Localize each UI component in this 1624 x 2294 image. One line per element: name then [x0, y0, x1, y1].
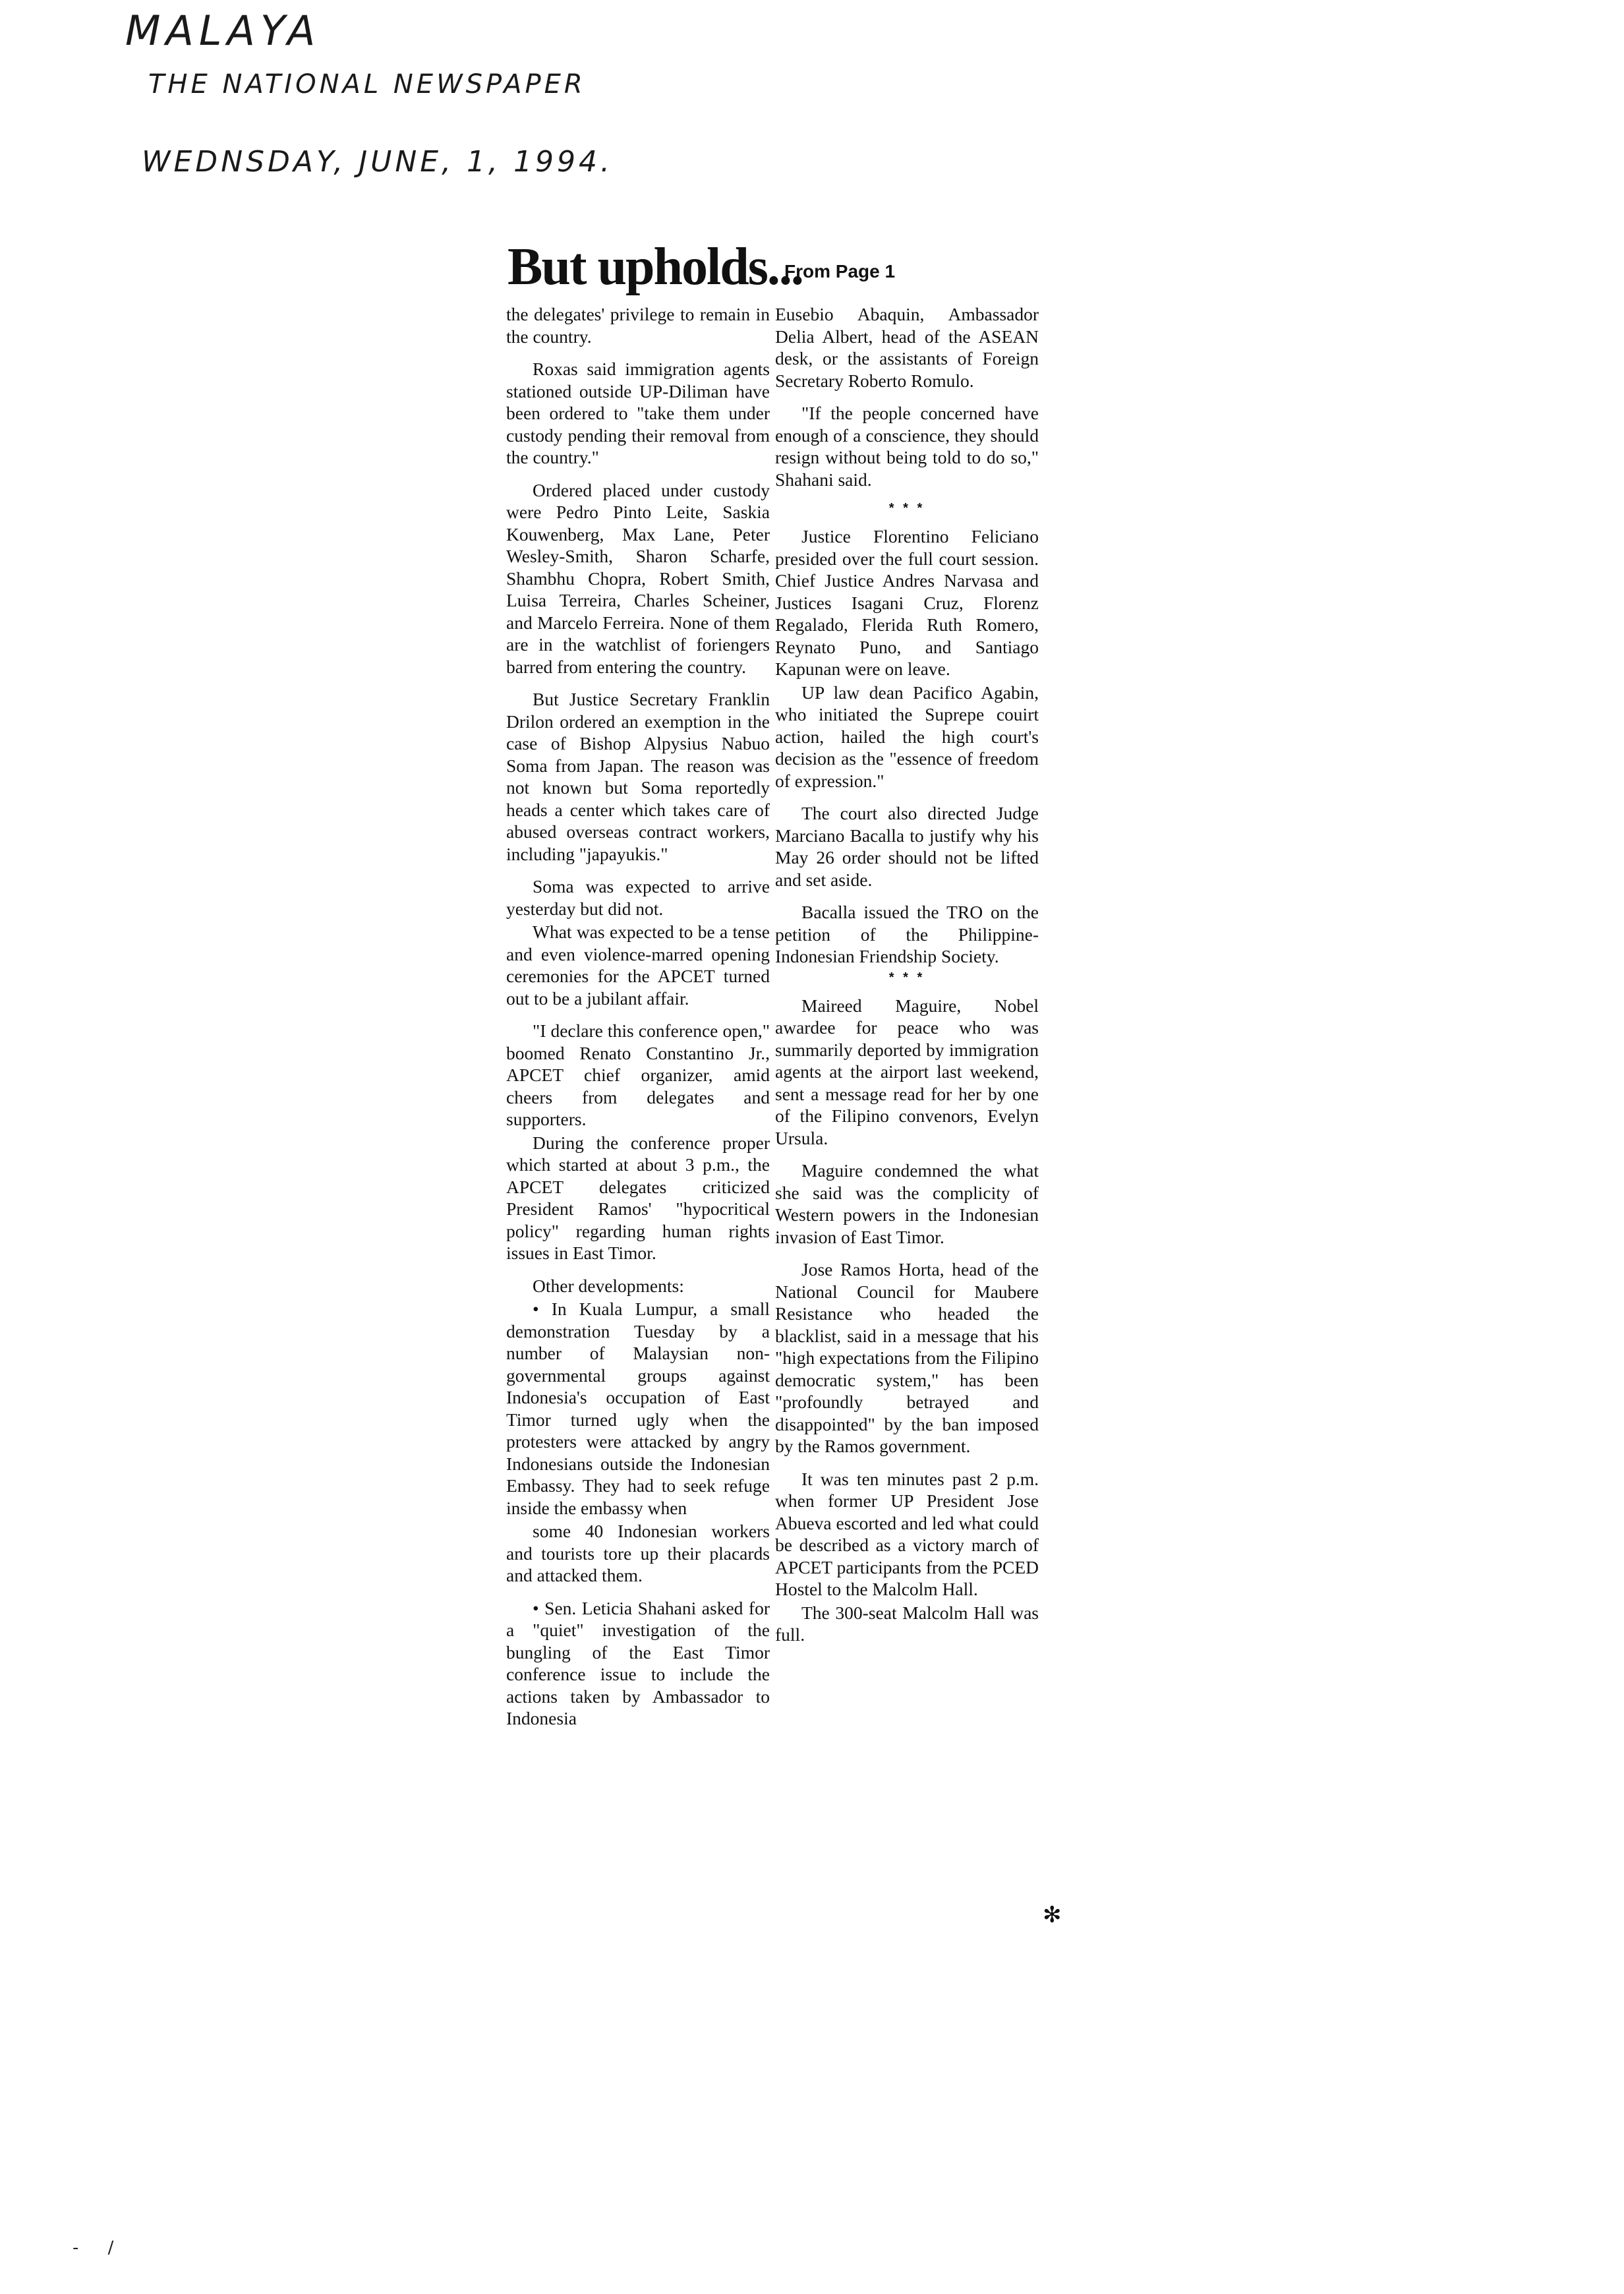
paragraph: the delegates' privilege to remain in the country.: [506, 304, 770, 347]
article-headline: But upholds...: [508, 238, 803, 296]
paragraph: some 40 Indonesian workers and tourists tore up their placards and attacked them.: [506, 1521, 770, 1585]
end-mark-icon: ✻: [1043, 1902, 1062, 1928]
jump-line: From Page 1: [784, 261, 896, 281]
newspaper-clipping: [506, 237, 1073, 1938]
paragraph: Other developments:: [533, 1275, 684, 1296]
article-column-1: [506, 303, 770, 1740]
paragraph: Maguire condemned the what she said was the complicity of Western powers in the Indonesian invasion of East Timor.: [775, 1160, 1039, 1247]
paragraph: Maireed Maguire, Nobel awardee for peace who was summarily deported by immigration agents at the airport last weekend, sent a message read for her by one of the Filipino convenors, Evelyn Ursula.: [775, 995, 1039, 1148]
paragraph: Soma was expected to arrive yesterday but did not.: [506, 876, 770, 919]
paragraph: It was ten minutes past 2 p.m. when former UP President Jose Abueva escorted and led what could be described as a victory march of APCET participants from the PCED Hostel to the Malcolm Hall.: [775, 1468, 1039, 1599]
corner-mark: - /: [72, 2238, 126, 2258]
paragraph: • In Kuala Lumpur, a small demonstration Tuesday by a number of Malaysian non-governmental groups against Indonesia's occupation of East Timor turned ugly when the protesters were attacked by angry Indonesians outside the Indonesian Embassy. They had to seek refuge inside the embassy when: [506, 1299, 770, 1518]
paragraph: During the conference proper which started at about 3 p.m., the APCET delegates criticized President Ramos' "hypocritical policy" regarding human rights issues in East Timor.: [506, 1132, 770, 1263]
paragraph: Eusebio Abaquin, Ambassador Delia Albert, head of the ASEAN desk, or the assistants of Foreign Secretary Roberto Romulo.: [775, 304, 1039, 391]
paragraph: "I declare this conference open," boomed Renato Constantino Jr., APCET chief organizer, amid cheers from delegates and supporters.: [506, 1020, 770, 1129]
article-column-2: [775, 303, 1039, 1657]
paragraph: The 300-seat Malcolm Hall was full.: [775, 1602, 1039, 1645]
section-separator: * * *: [888, 501, 925, 515]
handwritten-subtitle: THE NATIONAL NEWSPAPER: [148, 69, 586, 100]
paragraph: Justice Florentino Feliciano presided over the full court session. Chief Justice Andres Narvasa and Justices Isagani Cruz, Florenz Regalado, Flerida Ruth Romero, Reynato Puno, and Santiago Kapunan were on leave.: [775, 526, 1039, 679]
headline-row: [506, 237, 1073, 297]
section-separator: * * *: [888, 970, 925, 985]
paragraph: • Sen. Leticia Shahani asked for a "quiet" investigation of the bungling of the East Timor conference issue to include the actions taken by Ambassador to Indonesia: [506, 1597, 770, 1728]
paragraph: UP law dean Pacifico Agabin, who initiated the Suprepe couirt action, hailed the high court's decision as the "essence of freedom of expression.": [775, 682, 1039, 791]
handwritten-date: WEDNSDAY, JUNE, 1, 1994.: [142, 145, 613, 179]
paragraph: Roxas said immigration agents stationed outside UP-Diliman have been ordered to "take them under custody pending their removal from the country.": [506, 359, 770, 467]
handwritten-publication-name: MALAYA: [125, 7, 321, 55]
paragraph: Ordered placed under custody were Pedro Pinto Leite, Saskia Kouwenberg, Max Lane, Peter Wesley-Smith, Sharon Scharfe, Shambhu Chopra, Robert Smith, Luisa Terreira, Charles Scheiner, and Marcelo Ferreira. None of them are in the watchlist of foriengers barred from entering the country.: [506, 479, 770, 677]
paragraph: Jose Ramos Horta, head of the National Council for Maubere Resistance who headed the blacklist, said in a message that his "high expectations from the Filipino democratic system," has been "profoundly betrayed and disappointed" by the ban imposed by the Ramos government.: [775, 1259, 1039, 1456]
paragraph: "If the people concerned have enough of a conscience, they should resign without being told to do so," Shahani said.: [775, 403, 1039, 490]
paragraph: The court also directed Judge Marciano Bacalla to justify why his May 26 order should not be lifted and set aside.: [775, 803, 1039, 890]
paragraph: What was expected to be a tense and even violence-marred opening ceremonies for the APCET turned out to be a jubilant affair.: [506, 922, 770, 1009]
paragraph: Bacalla issued the TRO on the petition of the Philippine-Indonesian Friendship Society.: [775, 902, 1039, 966]
paragraph: But Justice Secretary Franklin Drilon ordered an exemption in the case of Bishop Alpysius Nabuo Soma from Japan. The reason was not known but Soma reportedly heads a center which takes care of abused overseas contract workers, including "japayukis.": [506, 689, 770, 864]
